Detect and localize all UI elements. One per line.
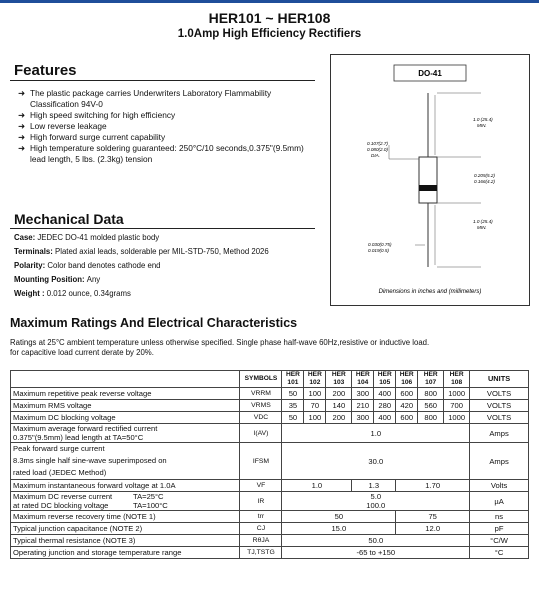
features-list <box>18 88 318 165</box>
mech-polarity: Polarity: Color band denotes cathode end <box>14 261 161 270</box>
table-row: Operating junction and storage temperature range TJ,TSTG -65 to +150 °C <box>11 547 529 559</box>
mech-case: Case: JEDEC DO-41 molded plastic body <box>14 233 160 242</box>
list-item: ➜ High temperature soldering guaranteed: 250°C/10 seconds,0.375"(9.5mm) lead length, 5 lbs. (2.3kg) tension <box>18 143 304 164</box>
table-row: Typical thermal resistance (NOTE 3) RθJA 50.0 °C/W <box>11 535 529 547</box>
dim-body-dia-1: 0.107(2.7) <box>367 141 388 146</box>
features-divider <box>10 80 315 81</box>
do41-outline-diagram <box>331 55 529 305</box>
package-drawing <box>330 54 530 306</box>
dim-bottom-lead-1: 1.0 (25.4) <box>473 219 493 224</box>
table-row: Typical junction capacitance (NOTE 2) CJ 15.0 12.0 pF <box>11 523 529 535</box>
ratings-note: Ratings at 25°C ambient temperature unless otherwise specified. Single phase half-wave 60Hz,resistive or inductive load. for capacitive load current derate by 20%. <box>10 338 430 357</box>
dim-bottom-lead-2: MIN. <box>477 225 487 230</box>
mechanical-heading: Mechanical Data <box>14 211 124 227</box>
dim-top-lead-2: MIN. <box>477 123 487 128</box>
list-item: ➜ High speed switching for high efficiency <box>18 110 176 120</box>
list-item: ➜ The plastic package carries Underwriters Laboratory Flammability Classification 94V-0 <box>18 88 272 109</box>
dim-body-len-2: 0.166(4.2) <box>474 179 495 184</box>
bullet-icon: ➜ <box>18 110 25 120</box>
bullet-icon: ➜ <box>18 88 25 98</box>
mechanical-divider <box>10 228 315 229</box>
dim-top-lead-1: 1.0 (25.4) <box>473 117 493 122</box>
table-row: Maximum instantaneous forward voltage at 1.0A VF 1.0 1.3 1.70 Volts <box>11 480 529 492</box>
dim-body-len-1: 0.205(5.2) <box>474 173 495 178</box>
bullet-icon: ➜ <box>18 121 25 131</box>
diode-body <box>419 157 437 203</box>
dimensions-caption: Dimensions in inches and (millimeters) <box>378 289 482 295</box>
table-row: Maximum average forward rectified current 0.375"(9.5mm) lead length at TA=50°C I(AV) 1.0 Amps <box>11 424 529 443</box>
features-heading: Features <box>14 62 77 79</box>
bullet-icon: ➜ <box>18 132 25 142</box>
table-row: Maximum repetitive peak reverse voltage VRRM 50 100 200 300 400 600 800 1000 VOLTS <box>11 388 529 400</box>
package-name: DO-41 <box>418 69 442 78</box>
table-row: Maximum DC blocking voltage VDC 50 100 200 300 400 600 800 1000 VOLTS <box>11 412 529 424</box>
dim-lead-dia-2: 0.019(0.5) <box>368 248 389 253</box>
top-rule <box>0 0 539 3</box>
cathode-band <box>419 185 437 191</box>
list-item: ➜ High forward surge current capability <box>18 132 166 142</box>
mech-mounting: Mounting Position: Any <box>14 275 101 284</box>
ratings-heading: Maximum Ratings And Electrical Characteristics <box>10 316 298 330</box>
table-row: Maximum DC reverse current TA=25°C at rated DC blocking voltage TA=100°C IR 5.0 100.0 µA <box>11 492 529 511</box>
mech-weight: Weight : 0.012 ounce, 0.34grams <box>14 289 131 298</box>
list-item: ➜ Low reverse leakage <box>18 121 107 131</box>
dim-lead-dia-1: 0.030(0.75) <box>368 242 392 247</box>
dim-body-dia-3: DIA. <box>371 153 380 158</box>
page-title: HER101 ~ HER108 <box>208 10 331 26</box>
bullet-icon: ➜ <box>18 143 25 153</box>
mech-terminals: Terminals: Plated axial leads, solderable per MIL-STD-750, Method 2026 <box>14 247 269 256</box>
ratings-table <box>10 370 529 559</box>
table-row: Maximum reverse recovery time (NOTE 1) trr 50 75 ns <box>11 511 529 523</box>
table-header-row: SYMBOLS HER 101 HER 102 HER 103 HER 104 HER 105 HER 106 HER 107 HER 108 UNITS <box>11 371 529 388</box>
table-row: Maximum RMS voltage VRMS 35 70 140 210 280 420 560 700 VOLTS <box>11 400 529 412</box>
table-row: Peak forward surge current 8.3ms single half sine-wave superimposed on rated load (JEDEC Method) IFSM 30.0 Amps <box>11 443 529 480</box>
page-subtitle: 1.0Amp High Efficiency Rectifiers <box>177 28 362 40</box>
dim-body-dia-2: 0.080(2.0) <box>367 147 388 152</box>
